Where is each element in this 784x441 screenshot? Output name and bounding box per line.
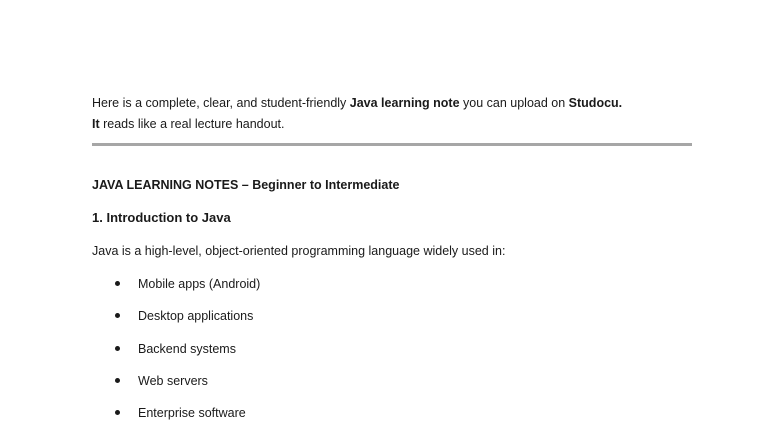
bullet-dot-icon bbox=[115, 410, 120, 415]
intro-line-1 bbox=[92, 93, 622, 114]
section-heading: 1. Introduction to Java bbox=[92, 210, 231, 225]
list-item-text: Mobile apps (Android) bbox=[138, 277, 261, 291]
intro-line-2 bbox=[92, 114, 622, 135]
list-item-text: Backend systems bbox=[138, 342, 236, 356]
document-title: JAVA LEARNING NOTES – Beginner to Intermediate bbox=[92, 178, 400, 192]
section-paragraph: Java is a high-level, object-oriented programming language widely used in: bbox=[92, 244, 506, 258]
intro-line-2-bold: It bbox=[92, 117, 100, 131]
intro-line-2-rest: reads like a real lecture handout. bbox=[99, 117, 285, 131]
intro-text bbox=[92, 93, 622, 135]
list-item-text: Desktop applications bbox=[138, 309, 254, 323]
bullet-dot-icon bbox=[115, 281, 120, 286]
intro-line-1-period: . bbox=[618, 96, 623, 110]
bullet-dot-icon bbox=[115, 313, 120, 318]
list-item-text: Enterprise software bbox=[138, 406, 246, 420]
intro-bold-java-note: Java learning note bbox=[349, 96, 460, 110]
intro-line-1-middle: you can upload on bbox=[459, 96, 569, 110]
list-item-text: Web servers bbox=[138, 374, 208, 388]
bullet-dot-icon bbox=[115, 346, 120, 351]
bullet-dot-icon bbox=[115, 378, 120, 383]
horizontal-divider bbox=[92, 143, 692, 146]
intro-bold-studocu: Studocu bbox=[568, 96, 619, 110]
intro-line-1-prefix: Here is a complete, clear, and student-friendly bbox=[92, 96, 350, 110]
